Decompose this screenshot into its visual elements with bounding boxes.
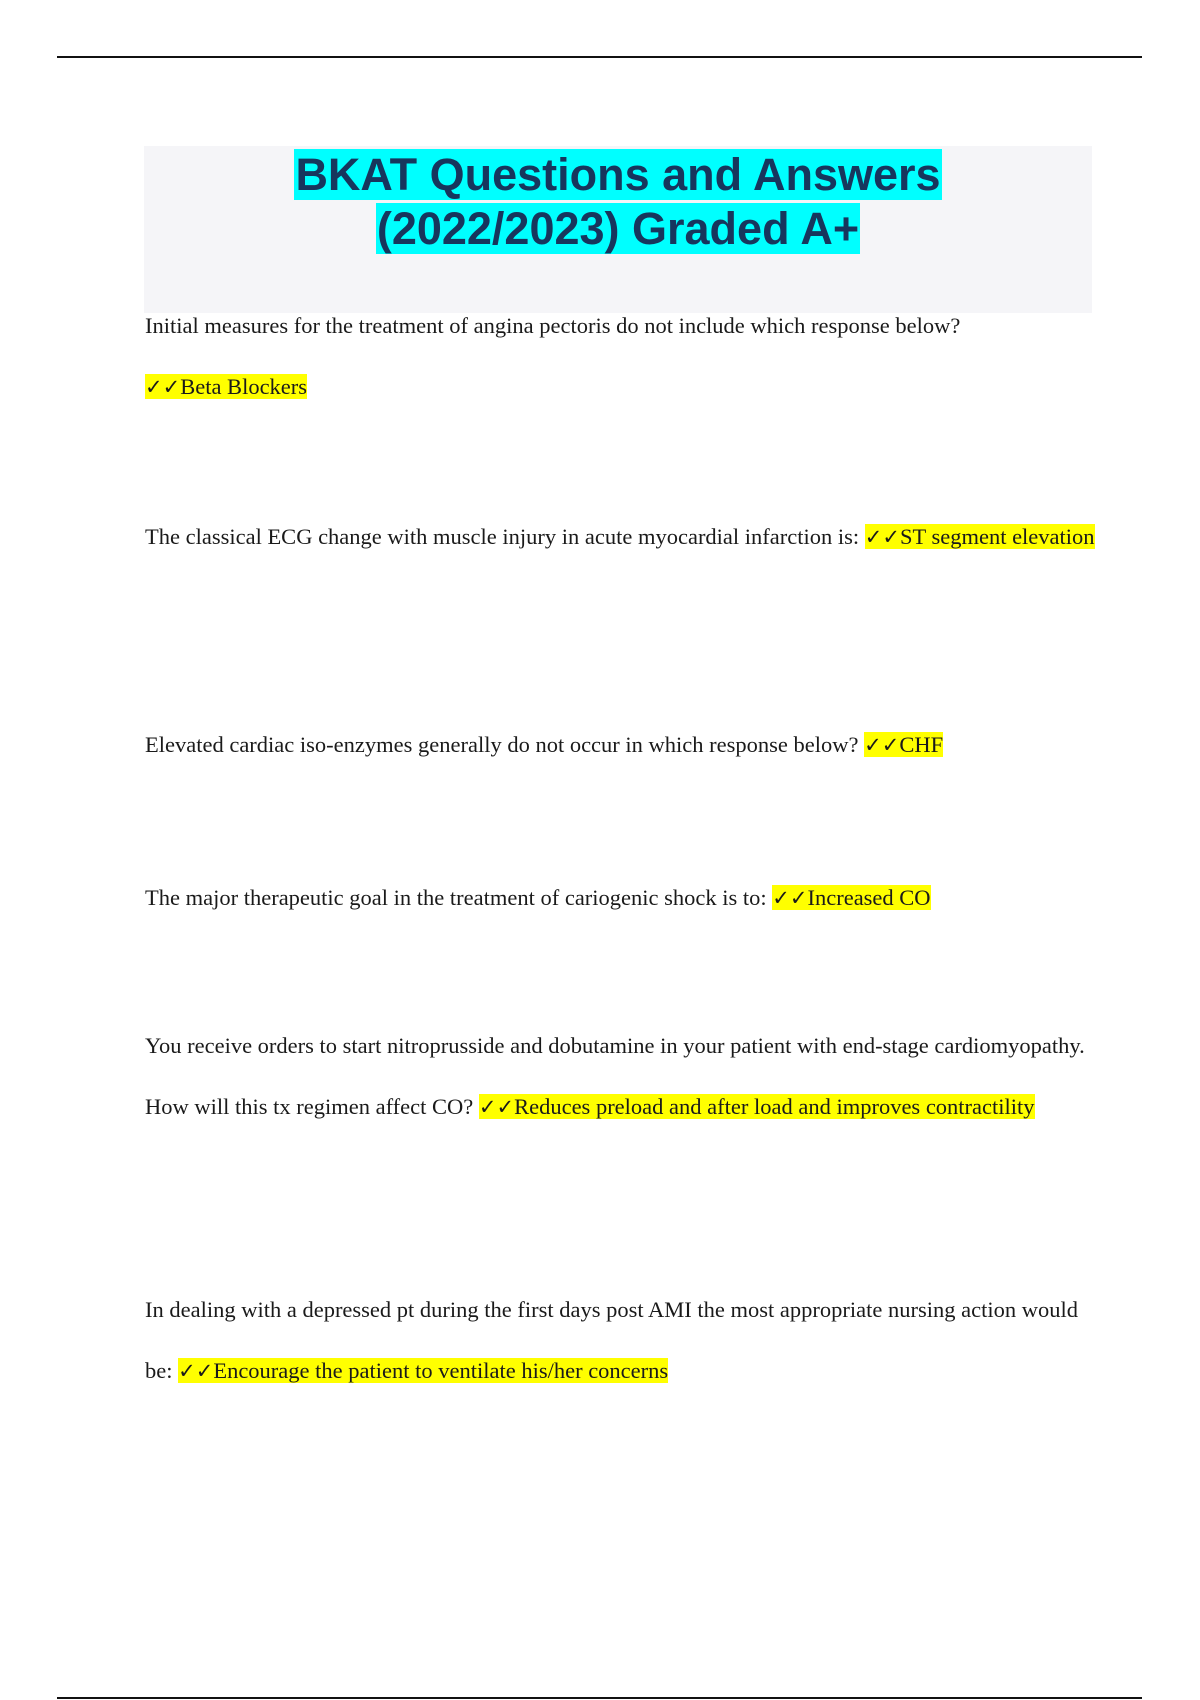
question-text: In dealing with a depressed pt during the first days post AMI the most appropriate nursing action would be: xyxy=(145,1297,1078,1383)
double-check-icon: ✓✓ xyxy=(864,525,900,549)
answer-highlight xyxy=(145,374,307,399)
double-check-icon: ✓✓ xyxy=(478,1094,515,1119)
title-line-1: BKAT Questions and Answers xyxy=(295,149,941,200)
answer-highlight xyxy=(178,1358,668,1383)
qa-item xyxy=(145,507,1095,568)
answer-text: Encourage the patient to ventilate his/her concerns xyxy=(213,1357,669,1383)
qa-item xyxy=(145,1280,1095,1401)
qa-item xyxy=(145,868,1095,929)
double-check-icon: ✓✓ xyxy=(772,886,808,910)
answer-text: Reduces preload and after load and improves contractility xyxy=(514,1093,1035,1119)
double-check-icon: ✓✓ xyxy=(864,733,900,757)
double-check-icon: ✓✓ xyxy=(145,374,181,399)
document-title xyxy=(144,148,1092,256)
question-text: You receive orders to start nitroprusside and dobutamine in your patient with end-stage cardiomyopathy. How will this tx regimen affect CO? xyxy=(145,1033,1085,1119)
qa-item xyxy=(145,715,1095,776)
title-line-2: (2022/2023) Graded A+ xyxy=(376,203,860,254)
answer-text: CHF xyxy=(899,732,944,757)
footer-rule xyxy=(57,1697,1142,1699)
answer-highlight xyxy=(772,885,930,910)
answer-text: ST segment elevation xyxy=(899,524,1095,549)
answer-highlight xyxy=(864,732,943,757)
answer-highlight xyxy=(479,1094,1035,1119)
question-text: The major therapeutic goal in the treatment of cariogenic shock is to: xyxy=(145,885,767,910)
qa-item xyxy=(145,1016,1095,1137)
answer-text: Increased CO xyxy=(807,885,931,910)
question-text: Initial measures for the treatment of angina pectoris do not include which response below? xyxy=(145,313,961,338)
header-rule xyxy=(57,56,1142,58)
question-text: Elevated cardiac iso-enzymes generally do not occur in which response below? xyxy=(145,732,859,757)
question-text: The classical ECG change with muscle injury in acute myocardial infarction is: xyxy=(145,524,860,549)
double-check-icon: ✓✓ xyxy=(178,1358,214,1383)
answer-text: Beta Blockers xyxy=(180,373,308,399)
qa-item xyxy=(145,296,1095,417)
answer-highlight xyxy=(865,524,1095,549)
